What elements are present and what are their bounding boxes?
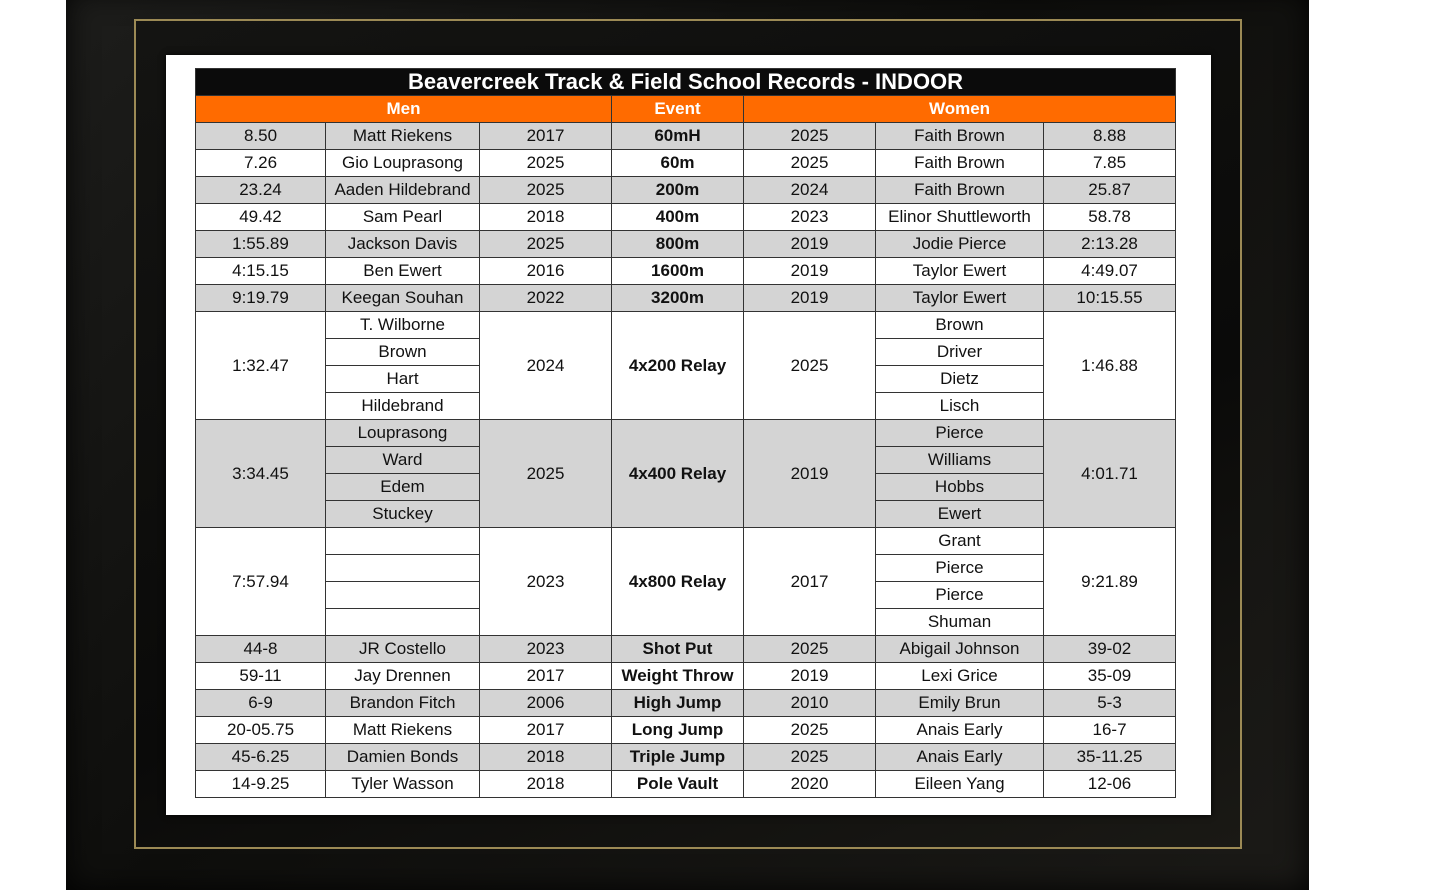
men-relay-year: 2023 (480, 528, 612, 636)
women-relay-leg: Dietz (876, 366, 1044, 393)
men-relay-year: 2025 (480, 420, 612, 528)
men-mark: 59-11 (196, 663, 326, 690)
table-row (196, 285, 1176, 312)
men-athlete: Jackson Davis (326, 231, 480, 258)
men-year: 2006 (480, 690, 612, 717)
women-year: 2025 (744, 636, 876, 663)
women-mark: 16-7 (1044, 717, 1176, 744)
women-athlete: Elinor Shuttleworth (876, 204, 1044, 231)
men-relay-leg: Hildebrand (326, 393, 480, 420)
men-mark: 14-9.25 (196, 771, 326, 798)
men-relay-mark: 3:34.45 (196, 420, 326, 528)
table-row (196, 150, 1176, 177)
women-relay-leg: Grant (876, 528, 1044, 555)
men-relay-mark: 1:32.47 (196, 312, 326, 420)
women-athlete: Emily Brun (876, 690, 1044, 717)
women-relay-leg: Pierce (876, 582, 1044, 609)
women-athlete: Abigail Johnson (876, 636, 1044, 663)
table-row (196, 690, 1176, 717)
event-name: Shot Put (612, 636, 744, 663)
table-title: Beavercreek Track & Field School Records - INDOOR (196, 69, 1176, 96)
men-year: 2025 (480, 231, 612, 258)
event-name: Long Jump (612, 717, 744, 744)
women-relay-leg: Shuman (876, 609, 1044, 636)
women-year: 2019 (744, 258, 876, 285)
women-mark: 39-02 (1044, 636, 1176, 663)
men-athlete: JR Costello (326, 636, 480, 663)
men-athlete: Gio Louprasong (326, 150, 480, 177)
men-mark: 1:55.89 (196, 231, 326, 258)
table-row (196, 231, 1176, 258)
men-relay-leg (326, 582, 480, 609)
women-relay-year: 2019 (744, 420, 876, 528)
event-name: 1600m (612, 258, 744, 285)
women-athlete: Lexi Grice (876, 663, 1044, 690)
women-mark: 12-06 (1044, 771, 1176, 798)
women-relay-mark: 4:01.71 (1044, 420, 1176, 528)
men-athlete: Aaden Hildebrand (326, 177, 480, 204)
women-year: 2025 (744, 717, 876, 744)
women-year: 2025 (744, 744, 876, 771)
table-row (196, 663, 1176, 690)
women-year: 2019 (744, 285, 876, 312)
women-relay-year: 2017 (744, 528, 876, 636)
relay-event-name: 4x400 Relay (612, 420, 744, 528)
women-year: 2023 (744, 204, 876, 231)
women-relay-year: 2025 (744, 312, 876, 420)
men-mark: 7.26 (196, 150, 326, 177)
table-row (196, 744, 1176, 771)
men-mark: 49.42 (196, 204, 326, 231)
women-mark: 58.78 (1044, 204, 1176, 231)
event-name: 3200m (612, 285, 744, 312)
women-year: 2024 (744, 177, 876, 204)
table-row (196, 717, 1176, 744)
women-mark: 35-09 (1044, 663, 1176, 690)
men-mark: 6-9 (196, 690, 326, 717)
men-athlete: Brandon Fitch (326, 690, 480, 717)
table-row (196, 771, 1176, 798)
men-relay-leg (326, 555, 480, 582)
women-mark: 5-3 (1044, 690, 1176, 717)
women-year: 2010 (744, 690, 876, 717)
records-table (195, 68, 1176, 798)
women-athlete: Eileen Yang (876, 771, 1044, 798)
men-relay-leg: Ward (326, 447, 480, 474)
women-relay-leg: Pierce (876, 420, 1044, 447)
men-year: 2023 (480, 636, 612, 663)
men-athlete: Damien Bonds (326, 744, 480, 771)
event-name: 200m (612, 177, 744, 204)
men-relay-leg (326, 609, 480, 636)
women-athlete: Faith Brown (876, 123, 1044, 150)
women-mark: 35-11.25 (1044, 744, 1176, 771)
men-year: 2025 (480, 177, 612, 204)
event-name: 800m (612, 231, 744, 258)
men-athlete: Jay Drennen (326, 663, 480, 690)
women-header: Women (744, 96, 1176, 123)
men-year: 2017 (480, 717, 612, 744)
relay-row (196, 312, 1176, 339)
men-year: 2017 (480, 123, 612, 150)
event-name: Weight Throw (612, 663, 744, 690)
women-relay-leg: Lisch (876, 393, 1044, 420)
women-athlete: Anais Early (876, 744, 1044, 771)
women-athlete: Faith Brown (876, 150, 1044, 177)
women-athlete: Taylor Ewert (876, 258, 1044, 285)
men-relay-leg: T. Wilborne (326, 312, 480, 339)
women-mark: 2:13.28 (1044, 231, 1176, 258)
men-header: Men (196, 96, 612, 123)
women-year: 2019 (744, 231, 876, 258)
table-row (196, 258, 1176, 285)
men-relay-leg: Edem (326, 474, 480, 501)
men-mark: 4:15.15 (196, 258, 326, 285)
men-mark: 8.50 (196, 123, 326, 150)
table-row (196, 177, 1176, 204)
relay-row (196, 420, 1176, 447)
men-year: 2017 (480, 663, 612, 690)
men-athlete: Sam Pearl (326, 204, 480, 231)
women-relay-leg: Hobbs (876, 474, 1044, 501)
men-mark: 44-8 (196, 636, 326, 663)
women-athlete: Taylor Ewert (876, 285, 1044, 312)
women-mark: 7.85 (1044, 150, 1176, 177)
event-name: Triple Jump (612, 744, 744, 771)
men-year: 2022 (480, 285, 612, 312)
women-year: 2025 (744, 123, 876, 150)
women-year: 2025 (744, 150, 876, 177)
men-mark: 20-05.75 (196, 717, 326, 744)
men-relay-mark: 7:57.94 (196, 528, 326, 636)
women-relay-mark: 1:46.88 (1044, 312, 1176, 420)
women-year: 2019 (744, 663, 876, 690)
event-header: Event (612, 96, 744, 123)
women-relay-mark: 9:21.89 (1044, 528, 1176, 636)
men-athlete: Ben Ewert (326, 258, 480, 285)
relay-event-name: 4x200 Relay (612, 312, 744, 420)
men-athlete: Matt Riekens (326, 717, 480, 744)
men-relay-leg: Brown (326, 339, 480, 366)
women-mark: 25.87 (1044, 177, 1176, 204)
women-relay-leg: Williams (876, 447, 1044, 474)
women-relay-leg: Ewert (876, 501, 1044, 528)
women-mark: 8.88 (1044, 123, 1176, 150)
men-mark: 9:19.79 (196, 285, 326, 312)
women-year: 2020 (744, 771, 876, 798)
relay-event-name: 4x800 Relay (612, 528, 744, 636)
men-year: 2018 (480, 744, 612, 771)
women-relay-leg: Driver (876, 339, 1044, 366)
men-relay-leg (326, 528, 480, 555)
men-relay-leg: Hart (326, 366, 480, 393)
event-name: Pole Vault (612, 771, 744, 798)
women-athlete: Jodie Pierce (876, 231, 1044, 258)
table-row (196, 636, 1176, 663)
men-year: 2016 (480, 258, 612, 285)
men-athlete: Tyler Wasson (326, 771, 480, 798)
table-row (196, 123, 1176, 150)
men-athlete: Keegan Souhan (326, 285, 480, 312)
table-row (196, 204, 1176, 231)
relay-row (196, 528, 1176, 555)
men-relay-leg: Stuckey (326, 501, 480, 528)
women-athlete: Faith Brown (876, 177, 1044, 204)
event-name: 60mH (612, 123, 744, 150)
women-mark: 10:15.55 (1044, 285, 1176, 312)
men-year: 2025 (480, 150, 612, 177)
men-year: 2018 (480, 204, 612, 231)
event-name: 400m (612, 204, 744, 231)
men-year: 2018 (480, 771, 612, 798)
event-name: 60m (612, 150, 744, 177)
men-mark: 23.24 (196, 177, 326, 204)
event-name: High Jump (612, 690, 744, 717)
men-athlete: Matt Riekens (326, 123, 480, 150)
women-relay-leg: Brown (876, 312, 1044, 339)
men-relay-year: 2024 (480, 312, 612, 420)
men-relay-leg: Louprasong (326, 420, 480, 447)
women-athlete: Anais Early (876, 717, 1044, 744)
women-mark: 4:49.07 (1044, 258, 1176, 285)
men-mark: 45-6.25 (196, 744, 326, 771)
women-relay-leg: Pierce (876, 555, 1044, 582)
